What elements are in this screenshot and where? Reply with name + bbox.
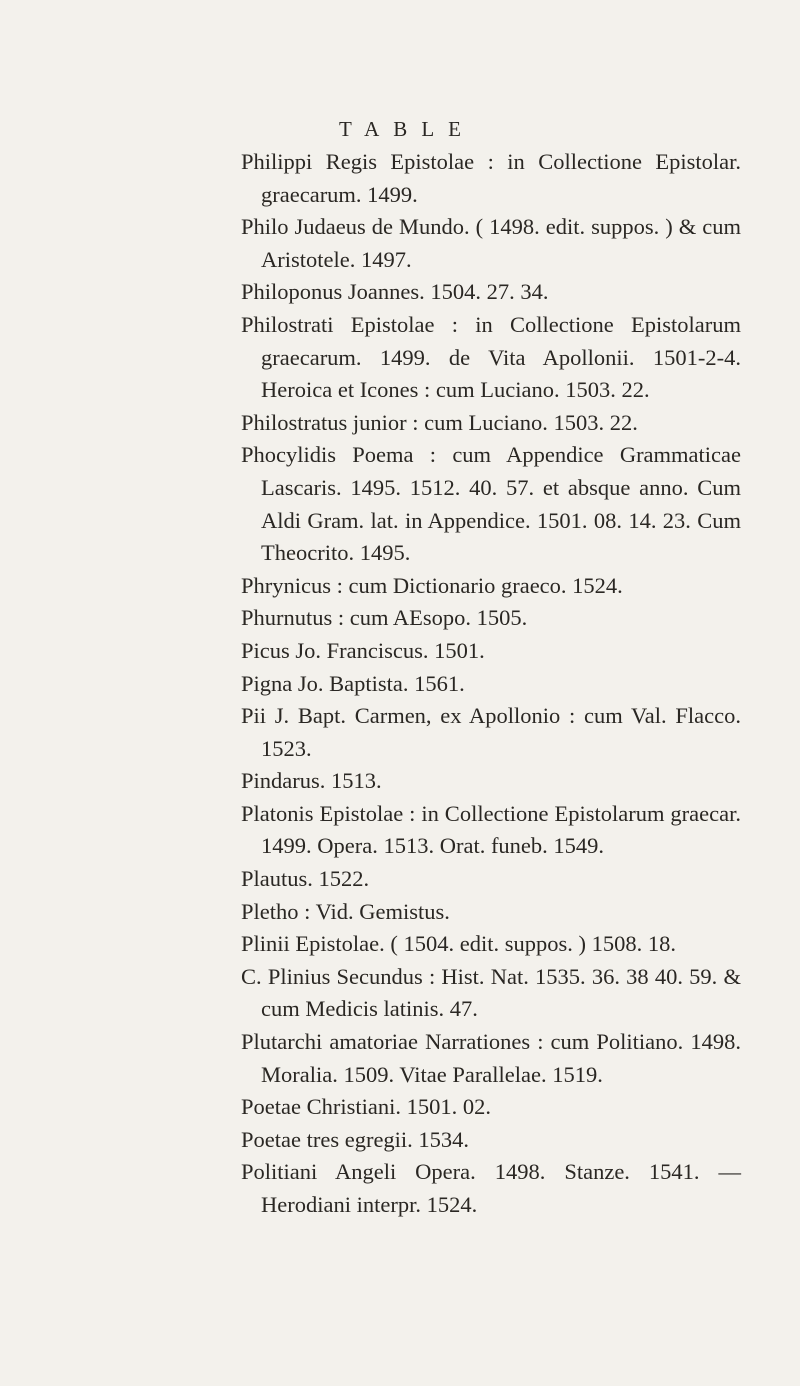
index-entry: Phrynicus : cum Dictionario graeco. 1524. xyxy=(241,572,623,598)
index-entry: Plautus. 1522. xyxy=(241,866,370,892)
index-entry: Picus Jo. Franciscus. 1501. xyxy=(241,637,485,663)
index-entry: Pindarus. 1513. xyxy=(241,768,382,794)
index-entry: C. Plinius Secundus : Hist. Nat. 1535. 36. 38 40. 59. & cum Medicis latinis. 47. xyxy=(241,963,741,1022)
index-entry: Poetae Christiani. 1501. 02. xyxy=(241,1094,491,1120)
index-entry: Philostrati Epistolae : in Collectione Epistolarum graecarum. 1499. de Vita Apollonii. 1501-2-4. Heroica et Icones : cum Luciano. 1503. 22. xyxy=(241,311,741,403)
index-entry: Philo Judaeus de Mundo. ( 1498. edit. suppos. ) & cum Aristotele. 1497. xyxy=(241,214,741,272)
index-entry: Phurnutus : cum AEsopo. 1505. xyxy=(241,605,528,631)
index-entries xyxy=(241,146,741,1222)
running-header: TABLE xyxy=(339,117,475,141)
index-entry: Pigna Jo. Baptista. 1561. xyxy=(241,670,465,696)
index-entry: Phocylidis Poema : cum Appendice Grammaticae Lascaris. 1495. 1512. 40. 57. et absque anno. Cum Aldi Gram. lat. in Appendice. 1501. 08. 14. 23. Cum Theocrito. 1495. xyxy=(241,442,741,566)
index-entry: Plinii Epistolae. ( 1504. edit. suppos. ) 1508. 18. xyxy=(241,931,676,957)
index-entry: Pii J. Bapt. Carmen, ex Apollonio : cum Val. Flacco. 1523. xyxy=(241,703,741,761)
index-entry: Philoponus Joannes. 1504. 27. 34. xyxy=(241,279,549,305)
index-entry: Poetae tres egregii. 1534. xyxy=(241,1126,470,1152)
index-entry: Pletho : Vid. Gemistus. xyxy=(241,898,450,924)
index-entry: Philostratus junior : cum Luciano. 1503. 22. xyxy=(241,409,638,435)
index-entry: Plutarchi amatoriae Narrationes : cum Politiano. 1498. Moralia. 1509. Vitae Parallelae. 1519. xyxy=(241,1029,741,1087)
index-entry: Politiani Angeli Opera. 1498. Stanze. 1541. — Herodiani interpr. 1524. xyxy=(241,1159,741,1217)
index-entry: Platonis Epistolae : in Collectione Epistolarum graecar. 1499. Opera. 1513. Orat. funeb. 1549. xyxy=(241,800,741,859)
index-entry: Philippi Regis Epistolae : in Collectione Epistolar. graecarum. 1499. xyxy=(241,149,741,207)
